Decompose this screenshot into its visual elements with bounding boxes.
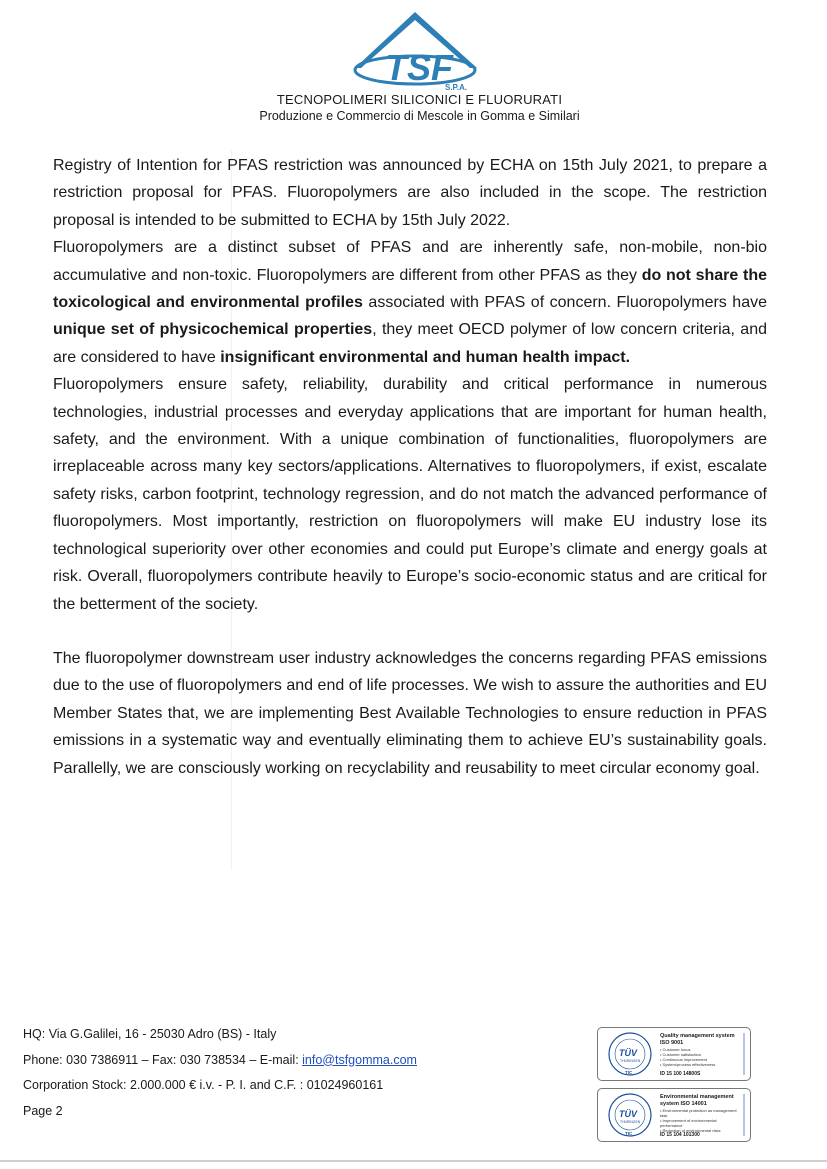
cert-id: ID 15 104 101300 — [660, 1132, 700, 1138]
cert-criteria — [660, 1047, 738, 1067]
tuv-seal-icon — [601, 1091, 659, 1139]
paragraph-2 — [53, 234, 767, 371]
paragraph-2-text-b: associated with PFAS of concern. Fluoropolymers have — [362, 294, 767, 312]
cert-title: Environmental management system ISO 14001 — [660, 1094, 734, 1107]
certification-badges — [597, 1027, 751, 1149]
cert-criterion: • Environmental protection as management task — [660, 1108, 737, 1118]
tuv-sub: THÜRINGEN — [620, 1059, 641, 1063]
paragraph-4: The fluoropolymer downstream user industry acknowledges the concerns regarding PFAS emissions due to the use of fluoropolymers and end of life processes. We wish to assure the authorities and EU Member States that, we are implementing Best Available Technologies to ensure reduction in PFAS emissions in a systematic way and eventually eliminating them to achieve EU’s sustainability goals. Parallelly, we are consciously working on recyclability and reusability to meet circular economy goal. — [53, 649, 767, 777]
footer-hq: HQ: Via G.Galilei, 16 - 25030 Adro (BS) - Italy — [23, 1027, 277, 1041]
paragraph-spacer — [53, 618, 767, 645]
page-bottom-edge — [0, 1160, 827, 1162]
cert-iso-9001 — [597, 1027, 751, 1081]
cert-criterion: • Customer focus — [660, 1047, 691, 1052]
footer-contacts — [23, 1048, 417, 1074]
cert-id: ID 15 100 14800S — [660, 1071, 701, 1077]
tsf-logo-graphic — [345, 8, 485, 94]
tic-ring: TIC — [625, 1070, 633, 1075]
tuv-sub: THÜRINGEN — [620, 1120, 641, 1124]
cert-side-url-strip — [741, 1031, 748, 1077]
letter-body — [53, 152, 767, 782]
letter-footer — [23, 1022, 417, 1124]
cert-iso-14001 — [597, 1088, 751, 1142]
paragraph-2-text-a: Fluoropolymers are a distinct subset of PFAS and are inherently safe, non-mobile, non-bio accumulative and non-toxic. Fluoropolymers are different from other PFAS as they — [53, 239, 767, 284]
cert-criterion: • System/process effectiveness — [660, 1062, 716, 1067]
footer-email-link[interactable]: info@tsfgomma.com — [302, 1052, 417, 1067]
paragraph-2-bold-c: insignificant environmental and human health impact. — [220, 348, 631, 366]
cert-criterion: • Customer satisfaction — [660, 1052, 701, 1057]
company-logo — [345, 8, 485, 94]
paragraph-3: Fluoropolymers ensure safety, reliability, durability and critical performance in numerous technologies, industrial processes and everyday applications that are important for human health, safety, and the environment. With a unique combination of functionalities, fluoropolymers are irreplaceable across many key sectors/applications. Alternatives to fluoropolymers, if exist, escalate safety risks, carbon footprint, technology regression, and do not match the advanced performance of fluoropolymers. Most importantly, restriction on fluoropolymers will make EU industry lose its technological superiority over other economies and could put Europe’s climate and energy goals at risk. Overall, fluoropolymers contribute heavily to Europe’s socio-economic status and are critical for the betterment of the society. — [53, 376, 767, 613]
tuv-seal-icon — [601, 1030, 659, 1078]
company-name: TECNOPOLIMERI SILICONICI E FLUORURATI — [276, 92, 563, 107]
paragraph-2-text-c: , they meet OECD polymer of low concern criteria, and are considered to have — [53, 321, 767, 366]
paragraph-2-bold-a: do not share the toxicological and environmental profiles — [53, 266, 767, 312]
cert-criterion: • Continuous improvement — [660, 1057, 707, 1062]
logo-suffix: S.P.A. — [445, 83, 468, 92]
paragraph-2-bold-b: unique set of physicochemical properties — [53, 321, 373, 339]
paragraph-1: Registry of Intention for PFAS restriction was announced by ECHA on 15th July 2021, to prepare a restriction proposal for PFAS. Fluoropolymers are also included in the scope. The restriction proposal is intended to be submitted to ECHA by 15th July 2022. — [53, 157, 767, 229]
cert-title: Quality management system ISO 9001 — [660, 1033, 735, 1046]
footer-page-number: Page 2 — [23, 1103, 63, 1118]
company-description: Produzione e Commercio di Mescole in Gomma e Similari — [259, 109, 580, 123]
cert-criteria — [660, 1108, 738, 1133]
letterhead — [0, 0, 827, 130]
tuv-mark: TÜV — [619, 1048, 637, 1058]
cert-criterion: • Improvement of environmental performance — [660, 1118, 717, 1128]
tuv-mark: TÜV — [619, 1109, 637, 1119]
cert-side-url-strip — [741, 1092, 748, 1138]
footer-corporate-stock: Corporation Stock: 2.000.000 € i.v. - P. I. and C.F. : 01024960161 — [23, 1078, 384, 1092]
tic-ring: TIC — [625, 1131, 633, 1136]
footer-phone-fax: Phone: 030 7386911 – Fax: 030 738534 – E-mail: — [23, 1052, 303, 1067]
logo-text: TSF — [385, 47, 453, 88]
cert-criterion: • Reduction of environmental risks — [660, 1128, 721, 1133]
